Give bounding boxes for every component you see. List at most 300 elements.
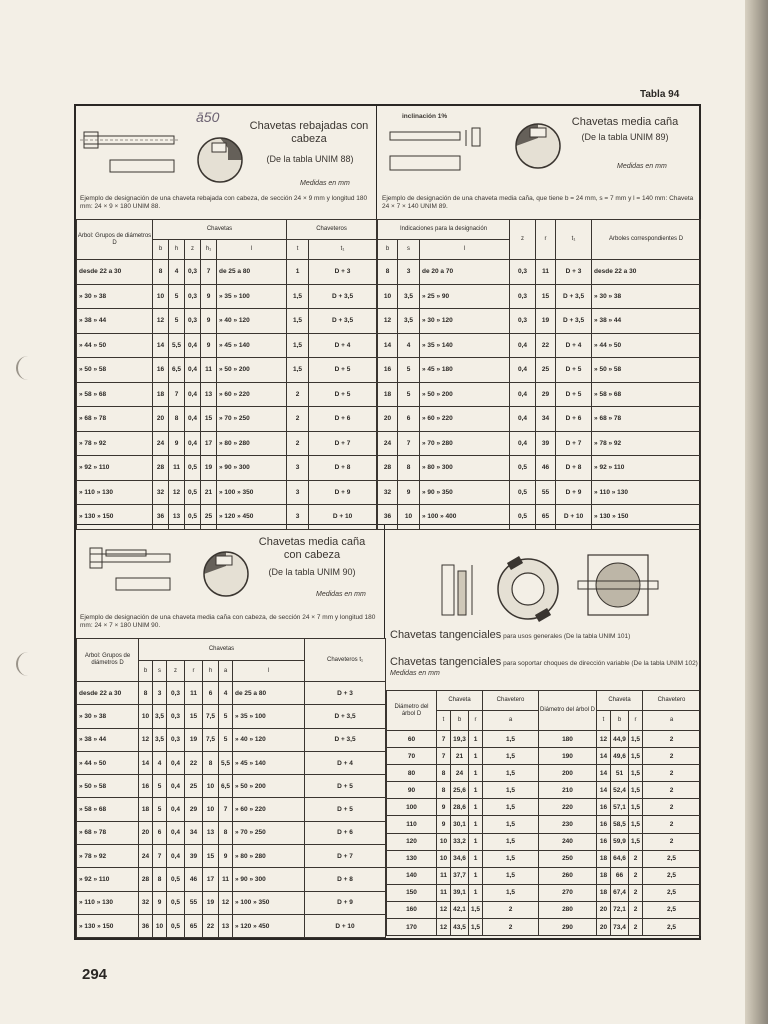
table-cell: » 80 » 280: [217, 431, 287, 456]
table-cell: 33,2: [451, 833, 469, 850]
table-cell: D + 6: [309, 407, 377, 432]
table-cell: 6,5: [219, 775, 233, 798]
table-cell: 18: [139, 798, 153, 821]
table-cell: » 44 » 50: [77, 751, 139, 774]
table-cell: 0,4: [167, 821, 185, 844]
table-cell: » 90 » 300: [217, 456, 287, 481]
table-cell: » 35 » 140: [420, 333, 510, 358]
table-number: Tabla 94: [640, 89, 680, 100]
table-cell: 11: [437, 884, 451, 901]
table-row: [77, 505, 377, 530]
table-cell: D + 8: [556, 456, 592, 481]
table-cell: 0,4: [510, 407, 536, 432]
table-cell: 10: [437, 850, 451, 867]
table-cell: D + 8: [305, 868, 386, 891]
table-cell: » 78 » 92: [77, 845, 139, 868]
table-cell: D + 9: [305, 891, 386, 914]
table-cell: » 38 » 44: [592, 309, 701, 334]
table-cell: 52,4: [611, 782, 629, 799]
table-cell: 20: [597, 919, 611, 936]
table-cell: 2: [643, 816, 701, 833]
table-cell: 6: [153, 821, 167, 844]
table-cell: » 70 » 280: [420, 431, 510, 456]
table-row: [378, 480, 701, 505]
table-cell: » 58 » 68: [77, 382, 153, 407]
table-cell: 2: [629, 919, 643, 936]
table-row: [77, 868, 386, 891]
table-cell: 16: [597, 833, 611, 850]
table-cell: 0,4: [185, 431, 201, 456]
table-row: [77, 682, 386, 705]
s2-source: (De la tabla UNIM 89): [581, 132, 669, 142]
table-row: [378, 260, 701, 285]
table-cell: » 92 » 110: [592, 456, 701, 481]
table-row: [77, 284, 377, 309]
table-cell: 25: [185, 775, 203, 798]
table-cell: 37,7: [451, 867, 469, 884]
table-row: [387, 850, 539, 867]
table-cell: 1,5: [287, 309, 309, 334]
table-cell: 10: [437, 833, 451, 850]
table-row: [378, 505, 701, 530]
table-cell: » 68 » 78: [77, 821, 139, 844]
table-cell: D + 4: [309, 333, 377, 358]
table-cell: desde 22 a 30: [592, 260, 701, 285]
table-row: [539, 919, 701, 936]
table-cell: 39: [536, 431, 556, 456]
s2-title: Chavetas media caña: [571, 116, 679, 128]
table-cell: D + 3,5: [309, 284, 377, 309]
table-cell: 16: [597, 799, 611, 816]
table-cell: » 78 » 92: [77, 431, 153, 456]
table-cell: 12: [378, 309, 398, 334]
table-cell: 1,5: [469, 919, 483, 936]
table-cell: » 58 » 68: [592, 382, 701, 407]
table-cell: 0,4: [510, 382, 536, 407]
table-cell: 80: [387, 765, 437, 782]
table-cell: 3,5: [398, 309, 420, 334]
table-row: [387, 782, 539, 799]
table-cell: 7: [201, 260, 217, 285]
table-cell: 9: [201, 333, 217, 358]
chaveta-rebajada-drawing: [80, 118, 250, 188]
table-cell: 100: [387, 799, 437, 816]
table-cell: » 38 » 44: [77, 309, 153, 334]
table-cell: » 68 » 78: [77, 407, 153, 432]
table-cell: 22: [203, 914, 219, 937]
s1-col-header: z: [185, 240, 201, 260]
table-cell: 2: [643, 833, 701, 850]
table-cell: » 60 » 220: [233, 798, 305, 821]
table-cell: 3: [287, 505, 309, 530]
s3-table: [76, 638, 386, 938]
table-cell: 25: [201, 505, 217, 530]
table-cell: » 110 » 130: [592, 480, 701, 505]
table-cell: 9: [437, 799, 451, 816]
table-cell: 8: [153, 260, 169, 285]
table-cell: 64,6: [611, 850, 629, 867]
table-cell: 0,5: [167, 891, 185, 914]
table-cell: de 25 a 80: [233, 682, 305, 705]
table-cell: 15: [536, 284, 556, 309]
table-cell: » 40 » 120: [233, 728, 305, 751]
table-cell: D + 10: [305, 914, 386, 937]
table-cell: 0,4: [167, 845, 185, 868]
table-cell: 2: [629, 901, 643, 918]
table-cell: 58,5: [611, 816, 629, 833]
table-cell: 12: [169, 480, 185, 505]
table-row: [77, 358, 377, 383]
table-cell: 20: [597, 901, 611, 918]
table-cell: 290: [539, 919, 597, 936]
table-row: [539, 816, 701, 833]
table-row: [539, 850, 701, 867]
table-cell: 19: [203, 891, 219, 914]
table-cell: 11: [201, 358, 217, 383]
table-cell: 34: [185, 821, 203, 844]
table-cell: D + 4: [556, 333, 592, 358]
s2-col-header: l: [420, 240, 510, 260]
s1-table: [76, 219, 377, 530]
table-cell: 1,5: [483, 765, 539, 782]
s4l-head-chaveta: Chaveta: [437, 691, 483, 711]
table-cell: » 60 » 220: [217, 382, 287, 407]
s4r-head-chavetero: Chavetero: [643, 691, 701, 711]
table-cell: D + 10: [556, 505, 592, 530]
table-cell: » 50 » 200: [420, 382, 510, 407]
table-cell: 11: [536, 260, 556, 285]
table-cell: 0,4: [185, 333, 201, 358]
table-cell: 36: [139, 914, 153, 937]
s3-col-header: s: [153, 661, 167, 682]
table-cell: 10: [378, 284, 398, 309]
table-cell: 20: [378, 407, 398, 432]
table-cell: 4: [398, 333, 420, 358]
table-cell: 18: [378, 382, 398, 407]
s2-units: Medidas en mm: [617, 163, 667, 170]
table-cell: 19,3: [451, 731, 469, 748]
table-cell: 39,1: [451, 884, 469, 901]
s3-head-chavetas: Chavetas: [139, 639, 305, 661]
table-cell: 8: [437, 782, 451, 799]
table-cell: 3,5: [398, 284, 420, 309]
table-cell: 1,5: [629, 782, 643, 799]
table-row: [77, 798, 386, 821]
table-cell: 7: [437, 731, 451, 748]
table-cell: 11: [437, 867, 451, 884]
s4-sub-1: para usos generales (De la tabla UNIM 101): [503, 633, 631, 640]
table-cell: 16: [153, 358, 169, 383]
table-cell: 14: [597, 748, 611, 765]
s3-example: Ejemplo de designación de una chaveta media caña con cabeza, de sección 24 × 7 mm y longitud 180 mm: 24 × 7 × 180 UNIM 90.: [80, 614, 376, 629]
table-cell: » 100 » 350: [233, 891, 305, 914]
table-row: [387, 799, 539, 816]
table-cell: 120: [387, 833, 437, 850]
table-cell: 220: [539, 799, 597, 816]
table-cell: 110: [387, 816, 437, 833]
table-cell: 5: [153, 775, 167, 798]
table-cell: 0,3: [185, 309, 201, 334]
s4-sub-2: para soportar choques de dirección variable (De la tabla UNIM 102): [503, 660, 698, 667]
table-cell: D + 9: [556, 480, 592, 505]
table-cell: 0,3: [510, 260, 536, 285]
s4l-col-header: r: [469, 711, 483, 731]
table-cell: 16: [139, 775, 153, 798]
table-cell: 22: [536, 333, 556, 358]
table-cell: » 50 » 58: [77, 358, 153, 383]
table-row: [378, 284, 701, 309]
table-cell: D + 3,5: [556, 309, 592, 334]
table-cell: 9: [398, 480, 420, 505]
table-cell: 5: [169, 309, 185, 334]
table-cell: 17: [203, 868, 219, 891]
s2-head-arboles: Arboles correspondientes D: [592, 220, 701, 260]
table-cell: 14: [153, 333, 169, 358]
s3-head-arbol: Arbol: Grupos de diámetros D: [77, 639, 139, 682]
table-cell: 24: [139, 845, 153, 868]
table-cell: 14: [139, 751, 153, 774]
s2-head-indicaciones: Indicaciones para la designación: [378, 220, 510, 240]
s4-title-1: Chavetas tangenciales: [390, 629, 502, 641]
s3-col-header: a: [219, 661, 233, 682]
s4r-col-header: r: [629, 711, 643, 731]
table-cell: » 92 » 110: [77, 868, 139, 891]
table-cell: D + 4: [305, 751, 386, 774]
table-cell: 36: [378, 505, 398, 530]
table-cell: 24: [153, 431, 169, 456]
s4-title-2: Chavetas tangenciales: [390, 656, 502, 668]
table-cell: 9: [153, 891, 167, 914]
table-cell: 0,3: [510, 309, 536, 334]
table-cell: 1: [469, 748, 483, 765]
table-cell: 5: [153, 798, 167, 821]
s1-units: Medidas en mm: [300, 180, 350, 187]
s1-col-header: b: [153, 240, 169, 260]
table-cell: 10: [139, 705, 153, 728]
table-cell: 0,4: [185, 358, 201, 383]
s4r-col-header: a: [643, 711, 701, 731]
table-row: [539, 765, 701, 782]
s4l-col-header: t: [437, 711, 451, 731]
table-cell: 65: [185, 914, 203, 937]
table-cell: 2: [629, 867, 643, 884]
table-cell: de 25 a 80: [217, 260, 287, 285]
table-cell: » 90 » 300: [233, 868, 305, 891]
table-cell: 59,9: [611, 833, 629, 850]
table-cell: » 44 » 50: [77, 333, 153, 358]
table-cell: 55: [536, 480, 556, 505]
table-cell: 200: [539, 765, 597, 782]
table-row: [77, 260, 377, 285]
table-row: [77, 382, 377, 407]
table-cell: 0,5: [510, 505, 536, 530]
table-cell: 12: [153, 309, 169, 334]
table-cell: 65: [536, 505, 556, 530]
table-cell: 0,4: [185, 407, 201, 432]
table-cell: 10: [203, 798, 219, 821]
table-cell: 5: [398, 358, 420, 383]
table-cell: 7,5: [203, 728, 219, 751]
table-cell: 2: [287, 382, 309, 407]
table-cell: D + 3,5: [305, 728, 386, 751]
table-cell: 32: [153, 480, 169, 505]
table-cell: 7,5: [203, 705, 219, 728]
table-cell: 34: [536, 407, 556, 432]
table-cell: 51: [611, 765, 629, 782]
table-cell: 12: [437, 901, 451, 918]
table-row: [378, 358, 701, 383]
table-cell: 250: [539, 850, 597, 867]
table-cell: 1,5: [629, 833, 643, 850]
table-cell: » 50 » 200: [233, 775, 305, 798]
table-cell: 28: [139, 868, 153, 891]
s1-head-chaveteros: Chaveteros: [287, 220, 377, 240]
s2-col-header: t₁: [556, 220, 592, 260]
table-cell: 15: [201, 407, 217, 432]
table-cell: 180: [539, 731, 597, 748]
table-cell: 67,4: [611, 884, 629, 901]
table-cell: » 110 » 130: [77, 480, 153, 505]
s4r-col-header: b: [611, 711, 629, 731]
handwritten-note: ā50: [196, 109, 220, 125]
table-cell: » 45 » 140: [233, 751, 305, 774]
s4l-col-header: b: [451, 711, 469, 731]
table-cell: 1,5: [629, 765, 643, 782]
table-cell: 9: [201, 284, 217, 309]
table-cell: 46: [185, 868, 203, 891]
table-cell: 36: [153, 505, 169, 530]
table-cell: 18: [597, 850, 611, 867]
table-cell: 3: [287, 480, 309, 505]
table-cell: » 45 » 180: [420, 358, 510, 383]
table-cell: 160: [387, 901, 437, 918]
table-cell: 6: [203, 682, 219, 705]
table-cell: 55: [185, 891, 203, 914]
table-row: [387, 884, 539, 901]
table-row: [539, 884, 701, 901]
table-cell: 11: [169, 456, 185, 481]
s2-col-header: b: [378, 240, 398, 260]
table-cell: 0,4: [167, 775, 185, 798]
table-cell: 14: [378, 333, 398, 358]
s3-units: Medidas en mm: [316, 591, 366, 598]
table-cell: D + 3,5: [305, 705, 386, 728]
table-cell: desde 22 a 30: [77, 682, 139, 705]
table-cell: 21: [201, 480, 217, 505]
table-row: [77, 333, 377, 358]
table-cell: 0,4: [167, 798, 185, 821]
table-cell: » 120 » 450: [217, 505, 287, 530]
table-cell: D + 3: [309, 260, 377, 285]
table-cell: 2: [629, 884, 643, 901]
table-cell: 3: [153, 682, 167, 705]
table-cell: » 45 » 140: [217, 333, 287, 358]
table-cell: » 70 » 250: [233, 821, 305, 844]
table-cell: 0,4: [510, 431, 536, 456]
table-cell: 150: [387, 884, 437, 901]
table-cell: » 130 » 150: [77, 914, 139, 937]
table-cell: 7: [437, 748, 451, 765]
chaveta-media-cana-cabeza-drawing: [86, 540, 266, 610]
table-cell: desde 22 a 30: [77, 260, 153, 285]
table-cell: de 20 a 70: [420, 260, 510, 285]
table-cell: D + 3,5: [556, 284, 592, 309]
table-cell: 12: [139, 728, 153, 751]
table-cell: 14: [597, 765, 611, 782]
table-row: [539, 731, 701, 748]
table-cell: 2: [643, 748, 701, 765]
table-cell: 4: [169, 260, 185, 285]
table-cell: 1,5: [629, 731, 643, 748]
table-cell: 2,5: [643, 867, 701, 884]
table-row: [378, 456, 701, 481]
table-cell: D + 5: [556, 358, 592, 383]
table-cell: 32: [139, 891, 153, 914]
table-row: [387, 919, 539, 936]
table-cell: 28,6: [451, 799, 469, 816]
s1-col-header: t: [287, 240, 309, 260]
table-cell: » 130 » 150: [77, 505, 153, 530]
table-cell: 24: [451, 765, 469, 782]
table-cell: 3: [398, 260, 420, 285]
table-cell: 0,5: [167, 868, 185, 891]
table-cell: 29: [536, 382, 556, 407]
table-cell: 29: [185, 798, 203, 821]
table-cell: 8: [398, 456, 420, 481]
table-cell: 3: [287, 456, 309, 481]
table-cell: 15: [203, 845, 219, 868]
table-cell: 1: [469, 765, 483, 782]
table-row: [77, 821, 386, 844]
table-cell: 49,6: [611, 748, 629, 765]
table-cell: 19: [201, 456, 217, 481]
table-row: [77, 705, 386, 728]
table-row: [539, 901, 701, 918]
table-cell: 1,5: [483, 748, 539, 765]
table-cell: 6,5: [169, 358, 185, 383]
table-row: [77, 891, 386, 914]
table-row: [387, 901, 539, 918]
table-cell: » 30 » 38: [77, 705, 139, 728]
table-cell: 140: [387, 867, 437, 884]
table-cell: » 90 » 350: [420, 480, 510, 505]
table-cell: 0,5: [185, 456, 201, 481]
table-cell: D + 7: [556, 431, 592, 456]
table-row: [539, 799, 701, 816]
table-cell: 8: [378, 260, 398, 285]
table-cell: 0,4: [167, 751, 185, 774]
s3-col-header: h: [203, 661, 219, 682]
table-cell: 1: [469, 799, 483, 816]
table-cell: 10: [153, 284, 169, 309]
table-cell: 7: [169, 382, 185, 407]
table-cell: 2: [643, 799, 701, 816]
table-cell: 12: [437, 919, 451, 936]
table-cell: D + 5: [309, 358, 377, 383]
table-cell: » 78 » 92: [592, 431, 701, 456]
s3-col-header: r: [185, 661, 203, 682]
table-cell: 0,3: [185, 284, 201, 309]
table-cell: 12: [597, 731, 611, 748]
table-cell: 1,5: [629, 816, 643, 833]
table-cell: 17: [201, 431, 217, 456]
table-cell: 190: [539, 748, 597, 765]
table-cell: » 120 » 450: [233, 914, 305, 937]
table-cell: 2,5: [643, 884, 701, 901]
table-row: [77, 480, 377, 505]
table-cell: 5: [169, 284, 185, 309]
table-cell: 0,3: [167, 728, 185, 751]
